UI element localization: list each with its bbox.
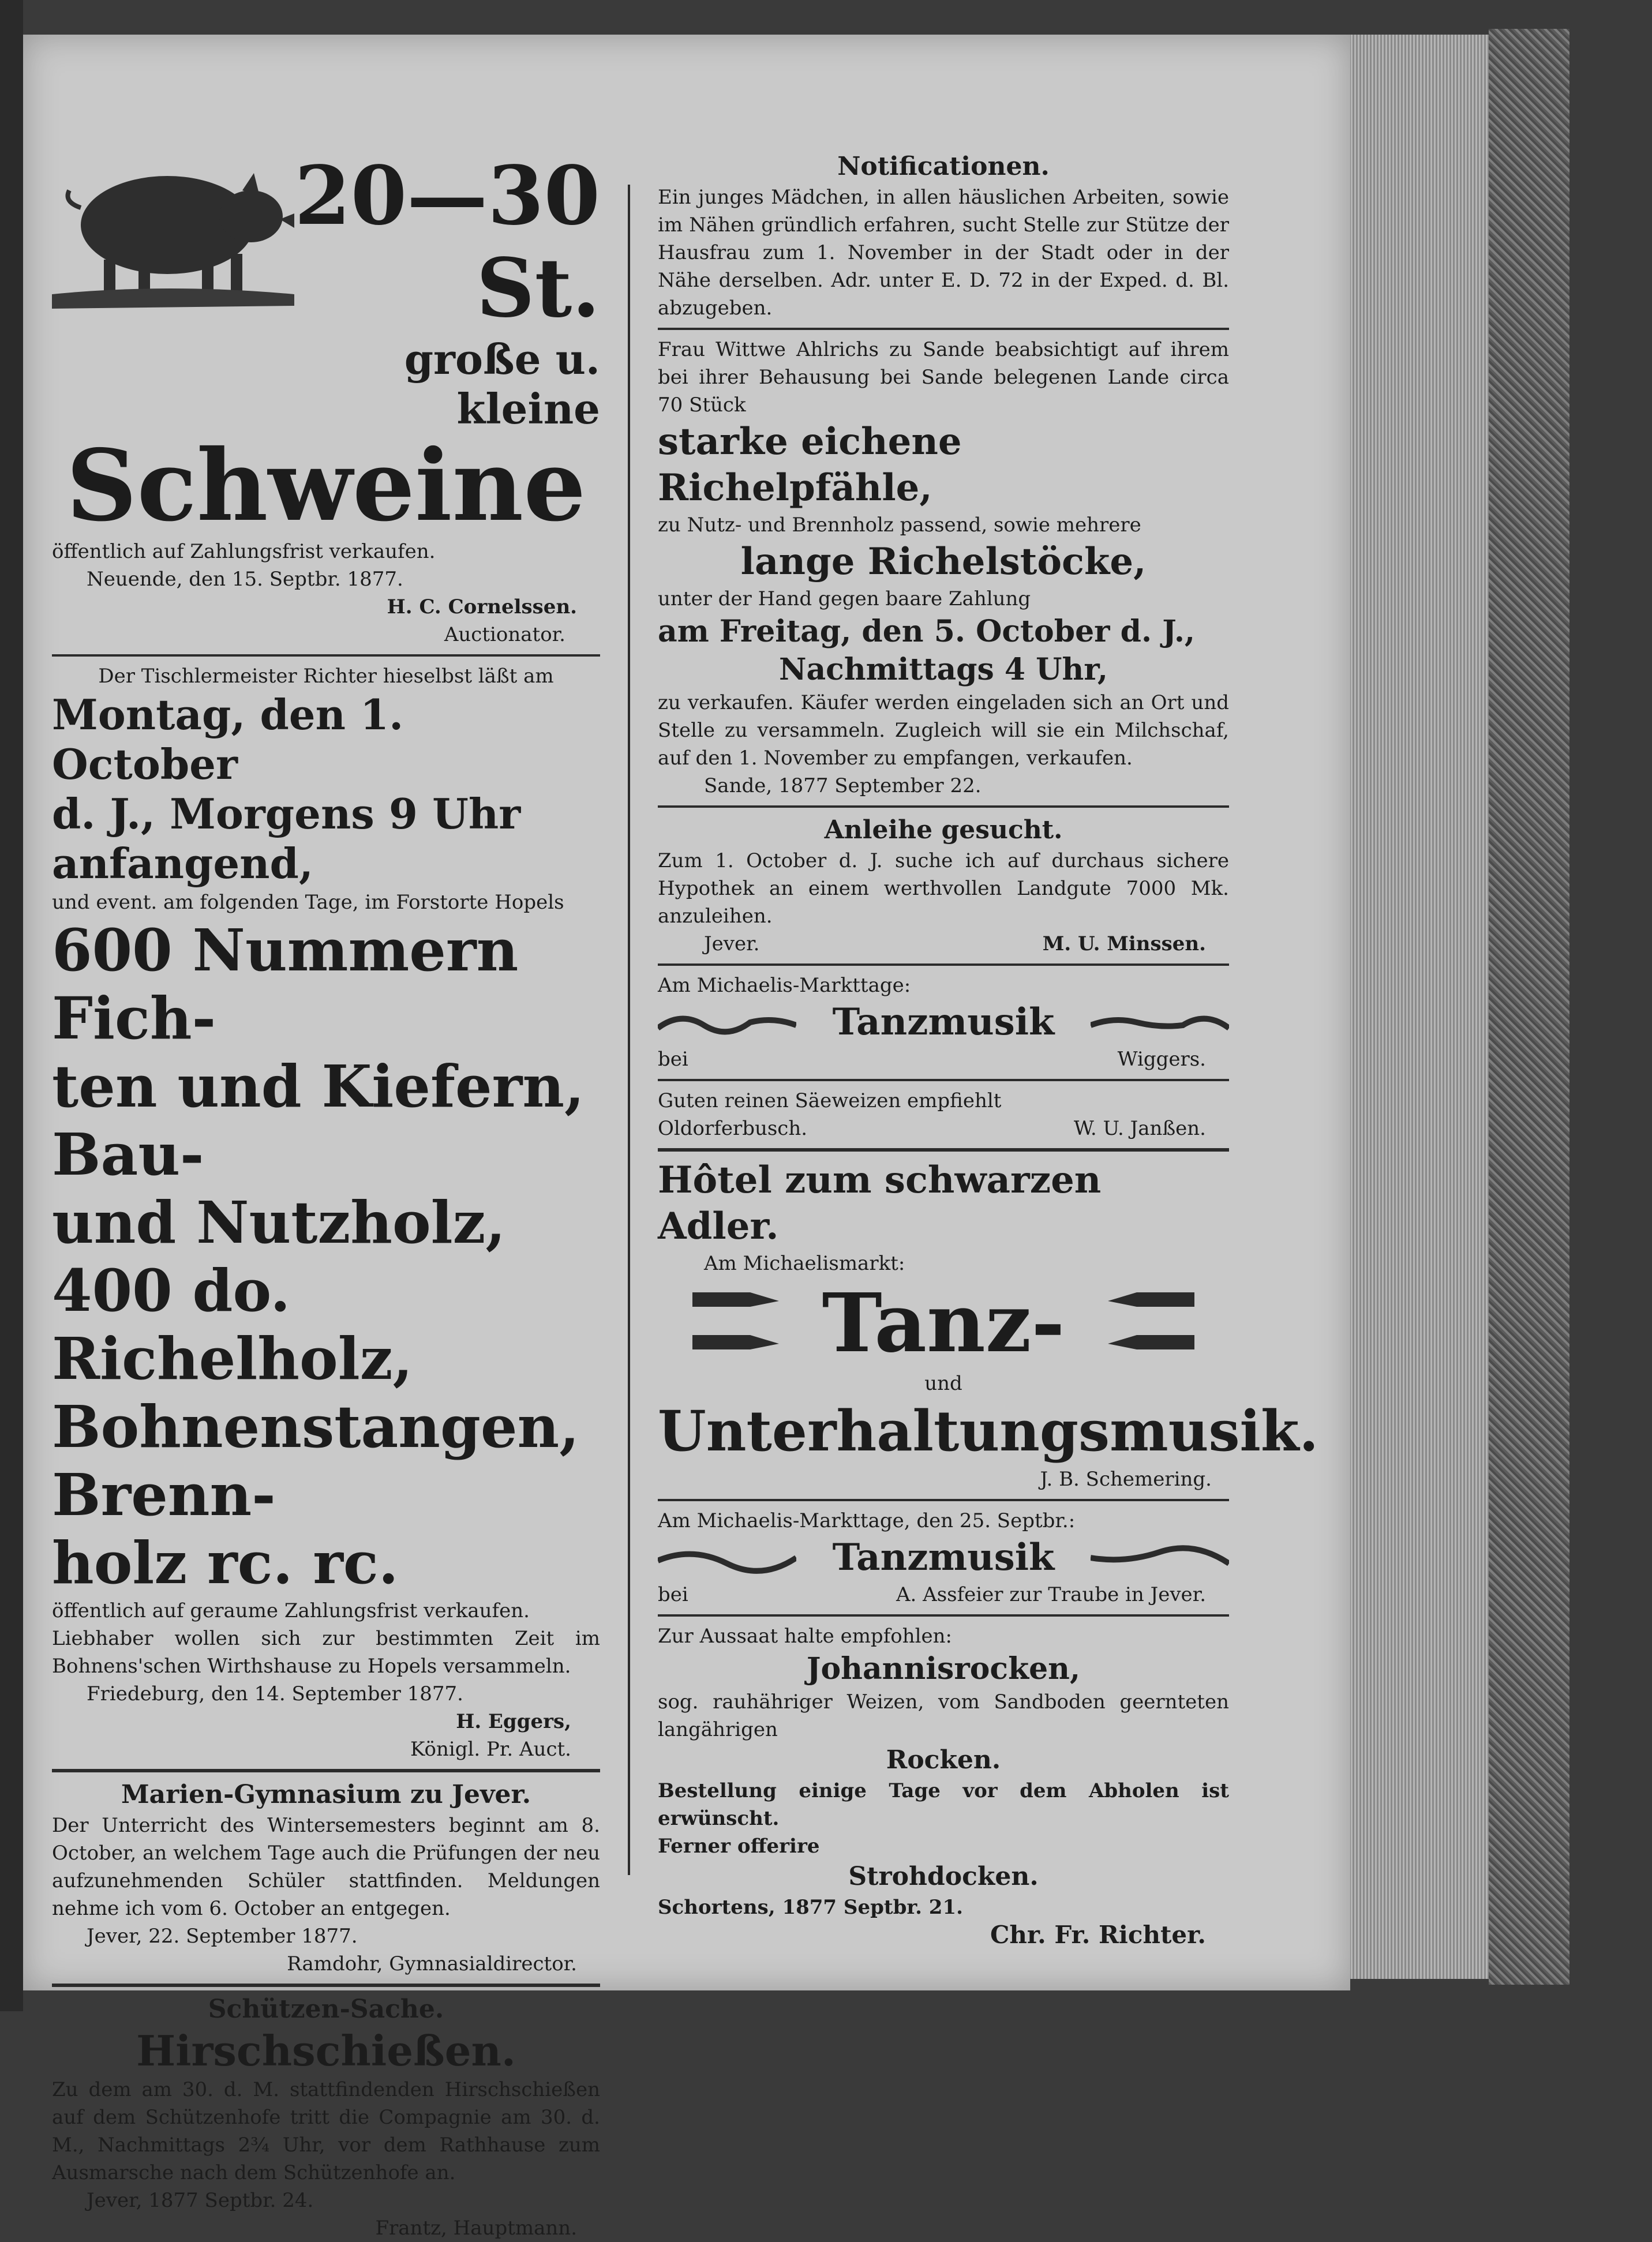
holz-title: Königl. Pr. Auct. xyxy=(410,1738,571,1761)
richel-item2: lange Richelstöcke, xyxy=(740,540,1147,583)
anleihe-name: M. U. Minssen. xyxy=(1042,932,1206,955)
ad-tanzmusik-assfeier xyxy=(658,1507,1229,1609)
assfeier-bei: bei xyxy=(658,1583,688,1606)
saat-text3: Ferner offerire xyxy=(658,1835,820,1858)
divider xyxy=(658,1148,1229,1152)
holz-line3: und Nutzholz, xyxy=(52,1189,506,1257)
wiggers-intro: Am Michaelis-Markttage: xyxy=(658,974,911,997)
wiggers-title: Tanzmusik xyxy=(832,1000,1055,1044)
ad-richelpfaehle xyxy=(658,336,1229,800)
gym-text: Der Unterricht des Wintersemesters beginnt am 8. October, an welchem Tage auch die Prüfungen der neu aufzunehmenden Schüler stattfinden. Meldungen nehme ich vom 6. October an entgegen. xyxy=(52,1814,600,1920)
holz-line5: Bohnenstangen, Brenn- xyxy=(52,1393,580,1529)
schuetzen-text: Zu dem am 30. d. M. stattfindenden Hirschschießen auf dem Schützenhofe tritt die Compagnie am 30. d. M., Nachmittags 2¾ Uhr, vor dem Rathhause zum Ausmarsche nach dem Schützenhofe an. xyxy=(52,2078,600,2184)
ad-holzverkauf xyxy=(52,662,600,1763)
holz-text: Liebhaber wollen sich zur bestimmten Zeit im Bohnens'schen Wirthshause zu Hopels versammeln. xyxy=(52,1627,600,1678)
notif-text: Ein junges Mädchen, in allen häuslichen Arbeiten, sowie im Nähen gründlich erfahren, sucht Stelle zur Stütze der Hausfrau zum 1. November in der Stadt oder in der Nähe derselben. Adr. unter E. D. 72 in der Exped. d. Bl. abzugeben. xyxy=(658,186,1229,320)
ad-saeweizen xyxy=(658,1087,1229,1142)
divider xyxy=(52,1984,600,1987)
holz-line1: 600 Nummern Fich- xyxy=(52,916,519,1052)
adler-head: Hôtel zum schwarzen Adler. xyxy=(658,1159,1102,1248)
scroll-ornament xyxy=(658,1540,796,1575)
richel-place-date: Sande, 1877 September 22. xyxy=(704,774,982,797)
pointing-hand-icon xyxy=(1102,1287,1194,1321)
scroll-ornament xyxy=(1091,1540,1229,1575)
holz-line4: 400 do. Richelholz, xyxy=(52,1257,413,1393)
divider xyxy=(658,805,1229,808)
saat-intro: Zur Aussaat halte empfohlen: xyxy=(658,1625,952,1648)
column-divider xyxy=(628,185,630,1875)
holz-line6: holz rc. rc. xyxy=(52,1529,399,1597)
notif-head: Notificationen. xyxy=(837,152,1050,181)
divider xyxy=(658,963,1229,966)
saat-item3: Strohdocken. xyxy=(848,1862,1039,1891)
pig-name: H. C. Cornelssen. xyxy=(387,595,577,618)
ad-schweine xyxy=(52,150,600,648)
holz-intro: Der Tischlermeister Richter hieselbst läßt am xyxy=(98,665,554,688)
anleihe-head: Anleihe gesucht. xyxy=(824,815,1063,845)
pig-sizes: große u. kleine xyxy=(404,335,600,433)
ad-notificationen xyxy=(658,150,1229,322)
pig-terms: öffentlich auf Zahlungsfrist verkaufen. xyxy=(52,540,436,563)
richel-mid: zu Nutz- und Brennholz passend, sowie mehrere xyxy=(658,513,1141,537)
holz-date3: anfangend, xyxy=(52,839,313,888)
saat-name: Chr. Fr. Richter. xyxy=(990,1921,1206,1949)
gym-place-date: Jever, 22. September 1877. xyxy=(87,1925,358,1948)
pointing-hand-icon xyxy=(692,1324,785,1358)
pig-illustration xyxy=(52,150,294,312)
ad-hotel-adler xyxy=(658,1157,1318,1493)
adler-title2: Unterhaltungsmusik. xyxy=(658,1399,1318,1464)
right-column xyxy=(658,150,1318,1949)
assfeier-title: Tanzmusik xyxy=(832,1536,1055,1579)
weizen-name: W. U. Janßen. xyxy=(1073,1117,1206,1140)
adler-name: J. B. Schemering. xyxy=(1040,1468,1212,1491)
ad-schuetzen xyxy=(52,1993,600,2242)
anleihe-place: Jever. xyxy=(704,932,760,955)
divider xyxy=(658,328,1229,330)
ad-tanzmusik-wiggers xyxy=(658,972,1229,1073)
scroll-ornament xyxy=(658,1005,796,1040)
saat-text1: sog. rauhähriger Weizen, vom Sandboden geernteten langährigen xyxy=(658,1690,1229,1741)
book-binding-left xyxy=(0,0,23,2011)
schuetzen-head: Schützen-Sache. xyxy=(208,1994,444,2024)
richel-date2: Nachmittags 4 Uhr, xyxy=(778,652,1108,687)
wiggers-name: Wiggers. xyxy=(1117,1048,1206,1071)
pig-count: 20—30 St. xyxy=(294,149,600,336)
holz-name: H. Eggers, xyxy=(456,1710,571,1733)
saat-item2: Rocken. xyxy=(886,1745,1001,1775)
divider xyxy=(658,1614,1229,1617)
richel-date1: am Freitag, den 5. October d. J., xyxy=(658,614,1196,649)
holz-line2: ten und Kiefern, Bau- xyxy=(52,1052,585,1189)
saat-item1: Johannisrocken, xyxy=(806,1651,1081,1686)
holz-date1: Montag, den 1. October xyxy=(52,690,404,789)
ad-anleihe xyxy=(658,813,1229,958)
saat-text2: Bestellung einige Tage vor dem Abholen ist erwünscht. xyxy=(658,1779,1229,1830)
schuetzen-title: Hirschschießen. xyxy=(136,2026,516,2075)
scroll-ornament xyxy=(1091,1005,1229,1040)
adler-intro: Am Michaelismarkt: xyxy=(704,1252,905,1275)
holz-terms: öffentlich auf geraume Zahlungsfrist verkaufen. xyxy=(52,1599,530,1622)
book-cover xyxy=(1489,29,1569,1985)
pig-title: Auctionator. xyxy=(444,623,565,646)
richel-pay: unter der Hand gegen baare Zahlung xyxy=(658,587,1031,610)
page-edges xyxy=(1339,35,1489,1979)
schuetzen-place-date: Jever, 1877 Septbr. 24. xyxy=(87,2189,314,2212)
pointing-hand-icon xyxy=(692,1287,785,1321)
divider xyxy=(52,654,600,657)
richel-item1: starke eichene Richelpfähle, xyxy=(658,420,962,509)
divider xyxy=(52,1769,600,1772)
assfeier-intro: Am Michaelis-Markttage, den 25. Septbr.: xyxy=(658,1509,1076,1532)
richel-text: zu verkaufen. Käufer werden eingeladen sich an Ort und Stelle zu versammeln. Zugleich will sie ein Milchschaf, auf den 1. November zu empfangen, verkaufen. xyxy=(658,691,1229,770)
pig-place-date: Neuende, den 15. Septbr. 1877. xyxy=(87,568,403,591)
adler-und: und xyxy=(924,1372,962,1395)
divider xyxy=(658,1499,1229,1501)
assfeier-name: A. Assfeier zur Traube in Jever. xyxy=(896,1583,1206,1606)
gym-name: Ramdohr, Gymnasialdirector. xyxy=(287,1952,577,1975)
richel-intro: Frau Wittwe Ahlrichs zu Sande beabsichtigt auf ihrem bei ihrer Behausung bei Sande belegenen Lande circa 70 Stück xyxy=(658,338,1229,417)
wiggers-bei: bei xyxy=(658,1048,688,1071)
weizen-text: Guten reinen Säeweizen empfiehlt xyxy=(658,1089,1002,1112)
pointing-hand-icon xyxy=(1102,1324,1194,1358)
holz-cont: und event. am folgenden Tage, im Forstorte Hopels xyxy=(52,891,564,914)
divider xyxy=(658,1079,1229,1081)
holz-place-date: Friedeburg, den 14. September 1877. xyxy=(87,1682,463,1705)
saat-place-date: Schortens, 1877 Septbr. 21. xyxy=(658,1896,963,1919)
weizen-place: Oldorferbusch. xyxy=(658,1117,808,1140)
anleihe-text: Zum 1. October d. J. suche ich auf durchaus sichere Hypothek an einem werthvollen Landgute 7000 Mk. anzuleihen. xyxy=(658,849,1229,928)
left-column xyxy=(52,150,600,2242)
schuetzen-name: Frantz, Hauptmann. xyxy=(375,2217,577,2240)
ad-gymnasium xyxy=(52,1778,600,1978)
holz-date2: d. J., Morgens 9 Uhr xyxy=(52,789,521,838)
gym-head: Marien-Gymnasium zu Jever. xyxy=(121,1780,531,1809)
ad-saatgut xyxy=(658,1622,1229,1949)
adler-title1: Tanz- xyxy=(822,1276,1065,1371)
pig-item: Schweine xyxy=(66,428,586,543)
